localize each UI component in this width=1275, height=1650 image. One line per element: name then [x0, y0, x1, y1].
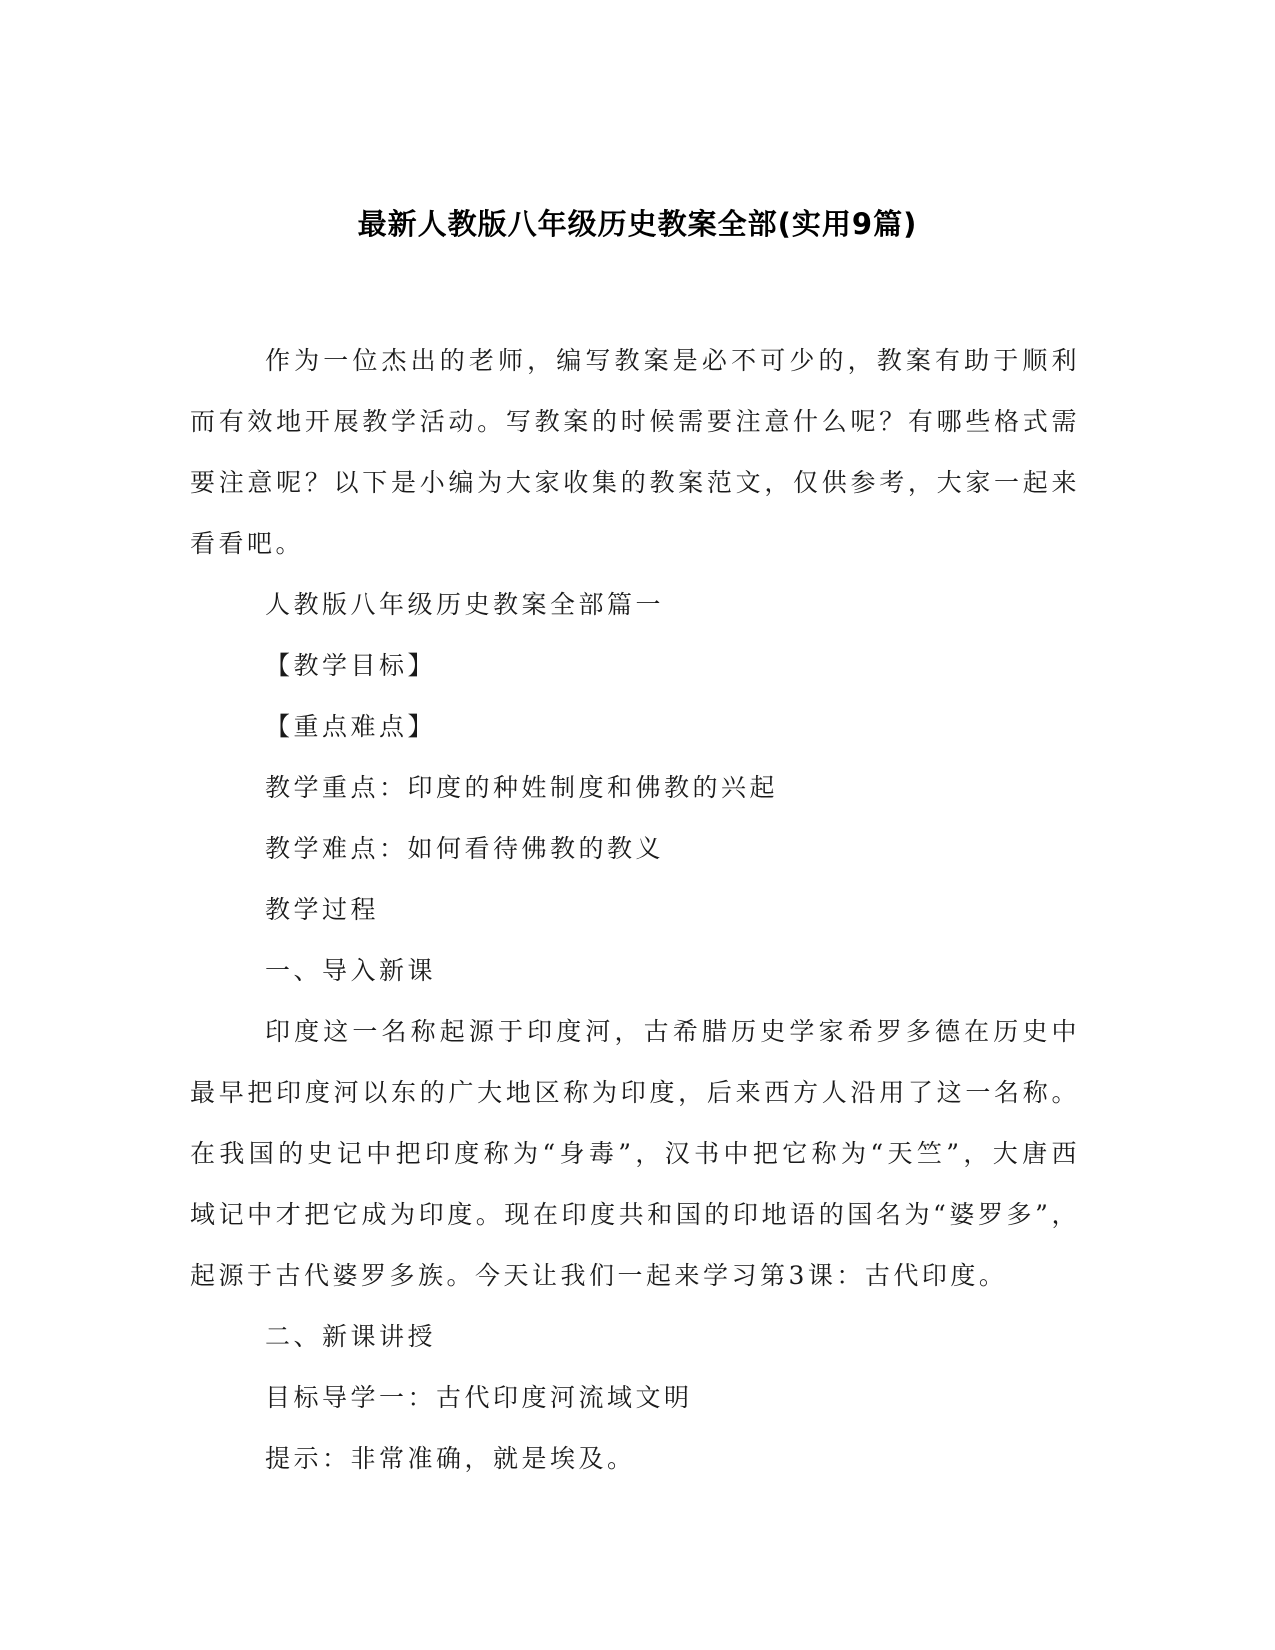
hint-text: 提示：非常准确，就是埃及。 — [265, 1444, 636, 1473]
teaching-difficulty: 教学难点：如何看待佛教的教义 — [265, 834, 665, 863]
objectives-heading: 【教学目标】 — [265, 651, 437, 680]
step-one-heading: 一、导入新课 — [265, 956, 437, 985]
section-title: 人教版八年级历史教案全部篇一 — [265, 590, 665, 619]
step-two-heading: 二、新课讲授 — [265, 1322, 437, 1351]
document-body — [190, 330, 1080, 1489]
lesson-intro-paragraph: 印度这一名称起源于印度河，古希腊历史学家希罗多德在历史中最早把印度河以东的广大地区称为印度，后来西方人沿用了这一名称。在我国的史记中把印度称为“身毒”，汉书中把它称为“天竺”，大唐西域记中才把它成为印度。现在印度共和国的印地语的国名为“婆罗多”，起源于古代婆罗多族。今天让我们一起来学习第3课：古代印度。 — [190, 1017, 1080, 1290]
teaching-focus: 教学重点：印度的种姓制度和佛教的兴起 — [265, 773, 779, 802]
key-points-heading: 【重点难点】 — [265, 712, 437, 741]
process-heading: 教学过程 — [265, 895, 380, 924]
intro-paragraph: 作为一位杰出的老师，编写教案是必不可少的，教案有助于顺利而有效地开展教学活动。写教案的时候需要注意什么呢？有哪些格式需要注意呢？以下是小编为大家收集的教案范文，仅供参考，大家一起来看看吧。 — [190, 346, 1080, 558]
document-title: 最新人教版八年级历史教案全部(实用9篇) — [357, 207, 918, 241]
goal-one-heading: 目标导学一：古代印度河流域文明 — [265, 1383, 693, 1412]
